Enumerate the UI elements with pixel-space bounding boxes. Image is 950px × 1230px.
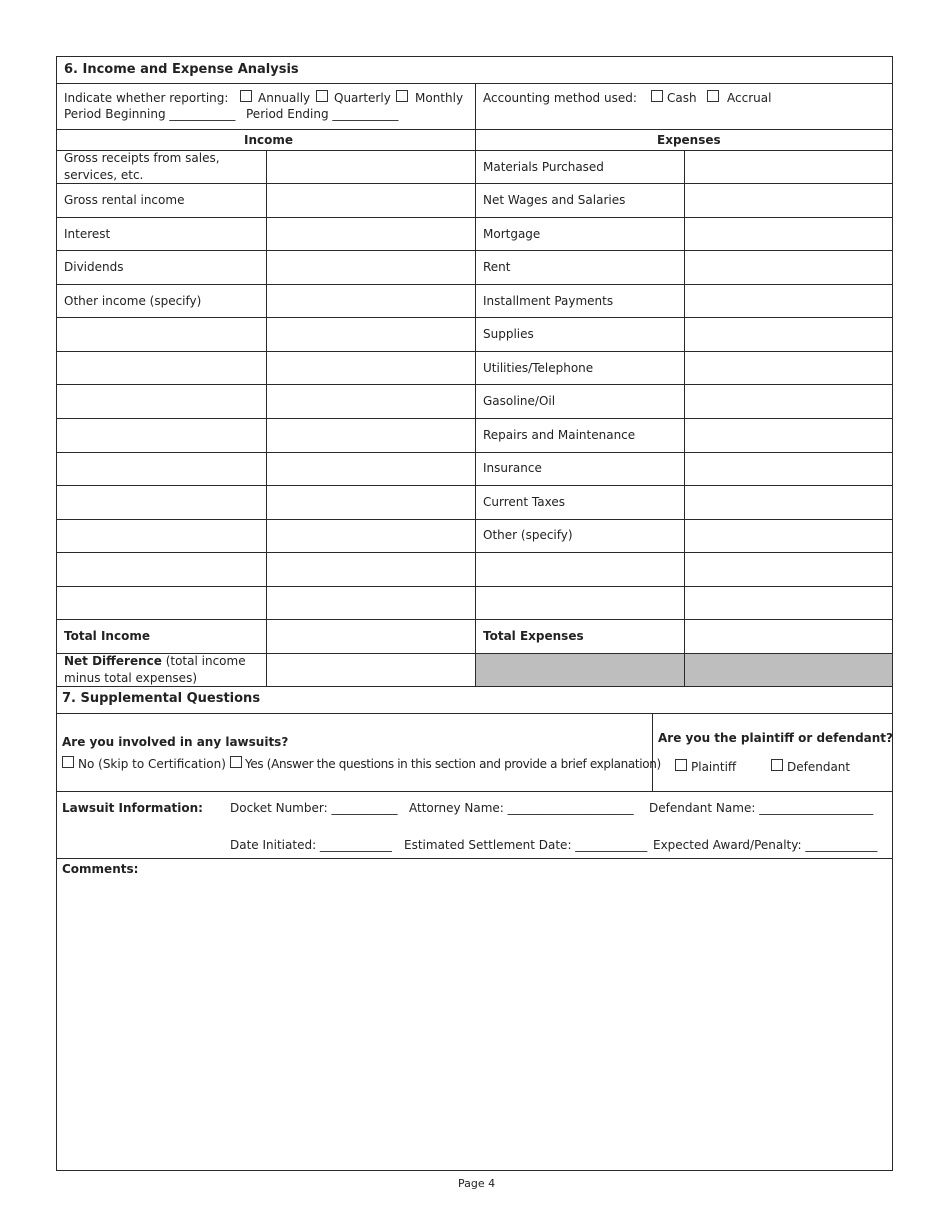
expense-row-label: Rent: [483, 260, 511, 274]
cash-checkbox[interactable]: [651, 90, 663, 102]
total-income-label: Total Income: [64, 629, 150, 643]
lawsuit-info-label: Lawsuit Information:: [62, 801, 203, 815]
net-difference-shaded-cell: [476, 654, 684, 686]
income-row-label: Other income (specify): [64, 294, 202, 308]
cash-label: Cash: [667, 91, 697, 105]
reporting-label: Indicate whether reporting:: [64, 91, 229, 105]
accrual-checkbox[interactable]: [707, 90, 719, 102]
expense-row-label: Insurance: [483, 461, 542, 475]
docket-number-field[interactable]: Docket Number: ___________: [230, 801, 398, 815]
income-header: Income: [244, 133, 294, 147]
net-difference-label: [64, 654, 246, 668]
section-6-title: 6. Income and Expense Analysis: [64, 62, 299, 77]
accounting-label: Accounting method used:: [483, 91, 637, 105]
defendant-label: Defendant: [787, 760, 851, 774]
plaintiff-checkbox[interactable]: [675, 759, 687, 771]
yes-checkbox[interactable]: [230, 756, 242, 768]
expense-row-label: Supplies: [483, 327, 534, 341]
yes-label: Yes (Answer the questions in this section and provide a brief explanation): [245, 757, 661, 771]
expense-row-label: Net Wages and Salaries: [483, 193, 626, 207]
monthly-label: Monthly: [415, 91, 464, 105]
accrual-label: Accrual: [727, 91, 772, 105]
quarterly-label: Quarterly: [334, 91, 391, 105]
period-beginning-field[interactable]: Period Beginning ___________: [64, 107, 236, 121]
expense-row-label: Gasoline/Oil: [483, 394, 556, 408]
settlement-date-field[interactable]: Estimated Settlement Date: ____________: [404, 838, 648, 852]
expense-row-label: Utilities/Telephone: [483, 361, 594, 375]
net-difference-shaded-cell: [685, 654, 892, 686]
date-initiated-field[interactable]: Date Initiated: ____________: [230, 838, 392, 852]
expense-row-label: Current Taxes: [483, 495, 565, 509]
period-ending-field[interactable]: Period Ending ___________: [246, 107, 399, 121]
income-row-label: Interest: [64, 227, 111, 241]
plaintiff-label: Plaintiff: [691, 760, 737, 774]
total-expenses-label: Total Expenses: [483, 629, 584, 643]
expense-row-label: Mortgage: [483, 227, 541, 241]
expense-row-label: Repairs and Maintenance: [483, 428, 636, 442]
annually-checkbox[interactable]: [240, 90, 252, 102]
monthly-checkbox[interactable]: [396, 90, 408, 102]
no-label: No (Skip to Certification): [78, 757, 226, 771]
income-row-label: services, etc.: [64, 168, 144, 182]
section-7-title: 7. Supplemental Questions: [62, 691, 261, 706]
net-difference-bold: Net Difference: [64, 654, 162, 668]
net-difference-rest: (total income: [161, 654, 246, 668]
party-question: Are you the plaintiff or defendant?: [658, 731, 894, 745]
income-row-label: Gross receipts from sales,: [64, 151, 220, 165]
expense-row-label: Materials Purchased: [483, 160, 604, 174]
net-difference-label-line2: minus total expenses): [64, 671, 198, 685]
expenses-header: Expenses: [657, 133, 721, 147]
no-checkbox[interactable]: [62, 756, 74, 768]
expense-row-label: Other (specify): [483, 528, 573, 542]
comments-label: Comments:: [62, 862, 139, 876]
defendant-checkbox[interactable]: [771, 759, 783, 771]
attorney-name-field[interactable]: Attorney Name: _____________________: [409, 801, 634, 815]
annually-label: Annually: [258, 91, 311, 105]
expected-award-field[interactable]: Expected Award/Penalty: ____________: [653, 838, 878, 852]
page-number: Page 4: [458, 1177, 496, 1190]
income-row-label: Gross rental income: [64, 193, 185, 207]
expense-row-label: Installment Payments: [483, 294, 614, 308]
income-row-label: Dividends: [64, 260, 124, 274]
lawsuits-question: Are you involved in any lawsuits?: [62, 735, 289, 749]
comments-area[interactable]: [57, 880, 892, 1169]
quarterly-checkbox[interactable]: [316, 90, 328, 102]
defendant-name-field[interactable]: Defendant Name: ___________________: [649, 801, 874, 815]
